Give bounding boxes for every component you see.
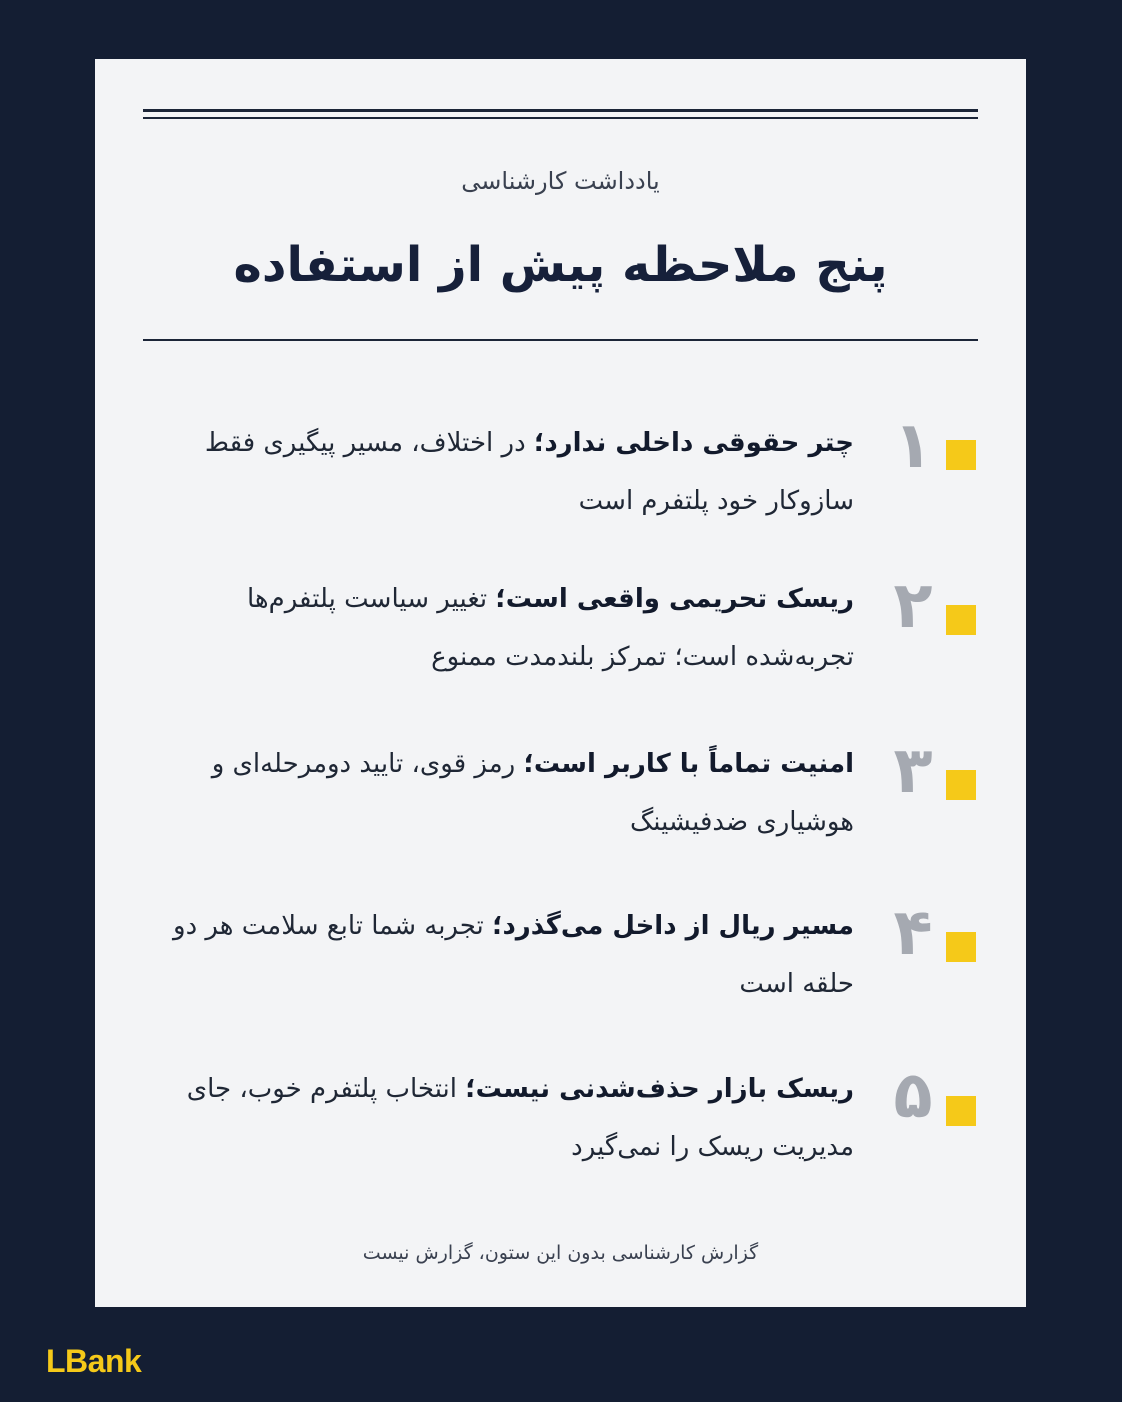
brand-logo: LBank bbox=[46, 1343, 142, 1379]
bullet-square bbox=[946, 932, 976, 962]
item-text bbox=[154, 414, 854, 530]
item-body: تغییر سیاست پلتفرم‌ها تجربه‌شده است؛ تمرکز بلندمدت ممنوع bbox=[246, 584, 854, 672]
item-text bbox=[154, 735, 854, 851]
list-item bbox=[95, 409, 1026, 544]
item-heading: امنیت تماماً با کاربر است؛ bbox=[523, 749, 854, 779]
item-number: ۳ bbox=[893, 734, 933, 808]
item-body: تجربه شما تابع سلامت هر دو حلقه است bbox=[173, 911, 854, 999]
item-text bbox=[154, 897, 854, 1013]
item-number: ۵ bbox=[893, 1059, 933, 1133]
item-body: انتخاب پلتفرم خوب، جای مدیریت ریسک را نمی‌گیرد bbox=[186, 1074, 854, 1162]
item-heading: ریسک تحریمی واقعی است؛ bbox=[495, 584, 854, 614]
item-heading: مسیر ریال از داخل می‌گذرد؛ bbox=[492, 911, 854, 941]
item-heading: چتر حقوقی داخلی ندارد؛ bbox=[533, 428, 854, 458]
subtitle: یادداشت کارشناسی bbox=[461, 167, 660, 195]
item-text bbox=[154, 1060, 854, 1176]
item-number: ۱ bbox=[893, 409, 933, 483]
list-item bbox=[95, 897, 1026, 1027]
footer-note: گزارش کارشناسی بدون این ستون، گزارش نیست bbox=[362, 1242, 759, 1264]
item-text bbox=[154, 570, 854, 686]
item-number: ۴ bbox=[893, 896, 933, 970]
item-number: ۲ bbox=[893, 569, 933, 643]
list-item bbox=[95, 735, 1026, 865]
bullet-square bbox=[946, 1096, 976, 1126]
bullet-square bbox=[946, 440, 976, 470]
title-divider bbox=[143, 339, 978, 341]
item-body: رمز قوی، تایید دومرحله‌ای و هوشیاری ضدفیشینگ bbox=[211, 749, 854, 837]
list-item bbox=[95, 1060, 1026, 1190]
bullet-square bbox=[946, 605, 976, 635]
list-item bbox=[95, 570, 1026, 700]
bullet-square bbox=[946, 770, 976, 800]
item-heading: ریسک بازار حذف‌شدنی نیست؛ bbox=[465, 1074, 854, 1104]
top-double-rule bbox=[143, 109, 978, 119]
item-body: در اختلاف، مسیر پیگیری فقط سازوکار خود پلتفرم است bbox=[204, 428, 854, 516]
page-title: پنج ملاحظه پیش از استفاده bbox=[233, 237, 888, 293]
note-card bbox=[95, 59, 1026, 1307]
